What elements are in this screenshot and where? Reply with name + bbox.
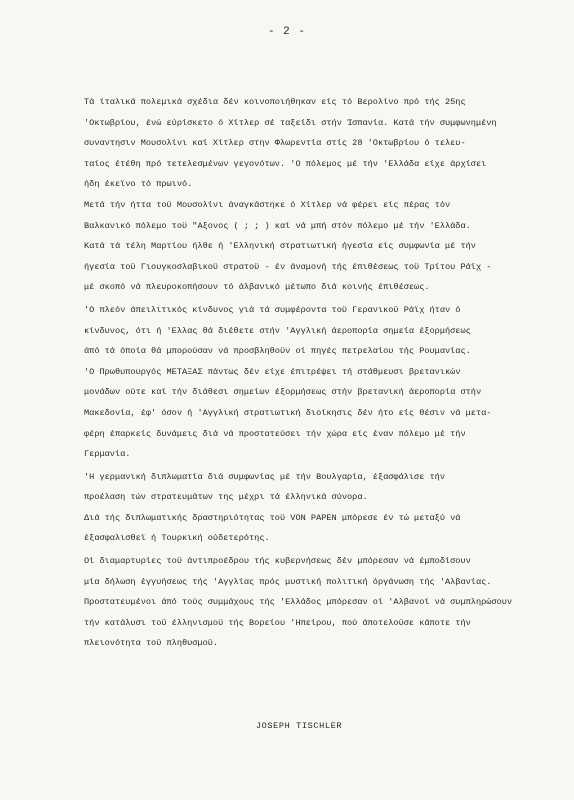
text-line: 'Ο Πρωθυπουργός ΜΕΤΑΞΑΣ πάντως δέν είχε έπιτρέψει τή στάθμευσι βρετανικών (84, 366, 461, 377)
text-line: μία δήλωση έγγυήσεως τής 'Αγγλίας πρός μυστική πολιτική όργάνωση τής 'Αλβανίας. (84, 576, 492, 587)
text-line: 'Η γερμανική διπλωματία διά συμφωνίας μέ τήν Βουλγαρία, έξασφάλισε τήν (84, 471, 445, 482)
text-line: προέλαση τών στρατευμάτων της μέχρι τά έλληνικά σύνορα. (84, 492, 368, 503)
text-line: άπό τά όποία θά μπορούσαν νά προσβληθοϋν οί πηγές πετρελαίου τής Ρουμανίας. (84, 346, 471, 357)
document-body (84, 92, 524, 654)
text-line: ήγεσία τοϋ Γιουγκοσλαβικοϋ στρατοϋ - έν άναμονή τής έπιθέσεως τοϋ Τρίτου Ράϊχ - (84, 261, 492, 272)
text-line: Βαλκανικό πόλεμο τοϋ "Αξονος ( ; ; ) καί νά μπή στόν πόλεμο μέ τήν 'Ελλάδα. (84, 220, 471, 231)
text-line: 'Οκτωβρίου, ένώ εύρίσκετο ό Χίτλερ σέ ταξείδι στήν Ίσπανία. Κατά τήν συμφωνημένη (84, 117, 497, 128)
text-line: Μετά τήν ήττα τοϋ Μουσολίνι άναγκάστηκε ό Χίτλερ νά φέρει είς πέρας τόν (84, 199, 451, 210)
text-line: φέρη έπαρκείς δυνάμεις διά νά προστατεύσει τήν χώρα είς έναν πόλεμο μέ τήν (84, 428, 466, 439)
text-line: τήν κατάλυσι τοϋ έλληνισμοϋ τής Βορείου 'Ηπείρου, πού άποτελοϋσε κάποτε τήν (84, 617, 471, 628)
text-line: ταίος έτέθη πρό τετελεσμένων γεγονότων. 'Ο πόλεμος μέ τήν 'Ελλάδα είχε άρχίσει (84, 158, 487, 169)
text-line: πλειονότητα τοϋ πληθυσμοϋ. (84, 638, 219, 649)
text-line: 'Ο πλεόν άπειλιτικός κίνδυνος γιά τά συμφέροντα τοϋ Γερανικοϋ Ράϊχ ήταν ό (84, 304, 461, 315)
text-line: Μακεδονία, έφ' όσον ή 'Αγγλική στρατιωτική διοίκησις δέν ήτο είς θέσιν νά μετα- (84, 407, 492, 418)
text-line: συναντησιν Μουσολίνι καί Χίτλερ στην Φλωρεντία στίς 28 'Οκτωβρίου ό τελευ- (84, 138, 466, 149)
text-line: μέ σκοπό νά πλευροκοπήσουν τό άλβανικό μέτωπο διά κοινής έπιθέσεως. (84, 282, 430, 293)
text-line: Προστατευμένοι άπό τούς συμμάχους τής 'Ελλάδος μπόρεσαν οί 'Αλβανοί νά συμπληρώσουν (84, 597, 513, 608)
text-line: Τά ίταλικά πολεμικά σχέδια δέν κοινοποιήθηκαν είς τό Βερολίνο πρό τής 25ης (84, 97, 466, 107)
text-line: Κατά τά τέλη Μαρτίου ήλθε ή 'Ελληνική στρατιωτική ήγεσία είς συμφωνία μέ τήν (84, 241, 476, 252)
text-line: κίνδυνος, ότι ή 'Ελλας θά διέθετε στήν 'Αγγλική άεροπορία σημεία έξορμήσεως (84, 325, 471, 336)
page-number: - 2 - (267, 26, 306, 38)
text-line: ήδη έκεϊνο τό πρωινό. (84, 179, 193, 190)
text-line: έξασφαλισθεϊ ή Τουρκική ούδετερότης. (84, 533, 270, 544)
text-line: Οί διαμαρτυρίες τοϋ άντιπροέδρου τής κυβερνήσεως δέν μπόρεσαν νά έμποδίσουν (84, 556, 471, 567)
text-line: Διά τής διπλωματικής δραστηριότητας τοϋ VON PAPEN μπόρεσε έν τώ μεταξύ νά (84, 512, 461, 523)
author-signature: JOSEPH TISCHLER (255, 721, 343, 731)
text-line: Γερμανία. (84, 449, 131, 460)
text-line: μονάδων ούτε καί τήν διάθεσι σημείων έξορμήσεως στήν βρετανική άεροπορία στήν (84, 387, 482, 398)
